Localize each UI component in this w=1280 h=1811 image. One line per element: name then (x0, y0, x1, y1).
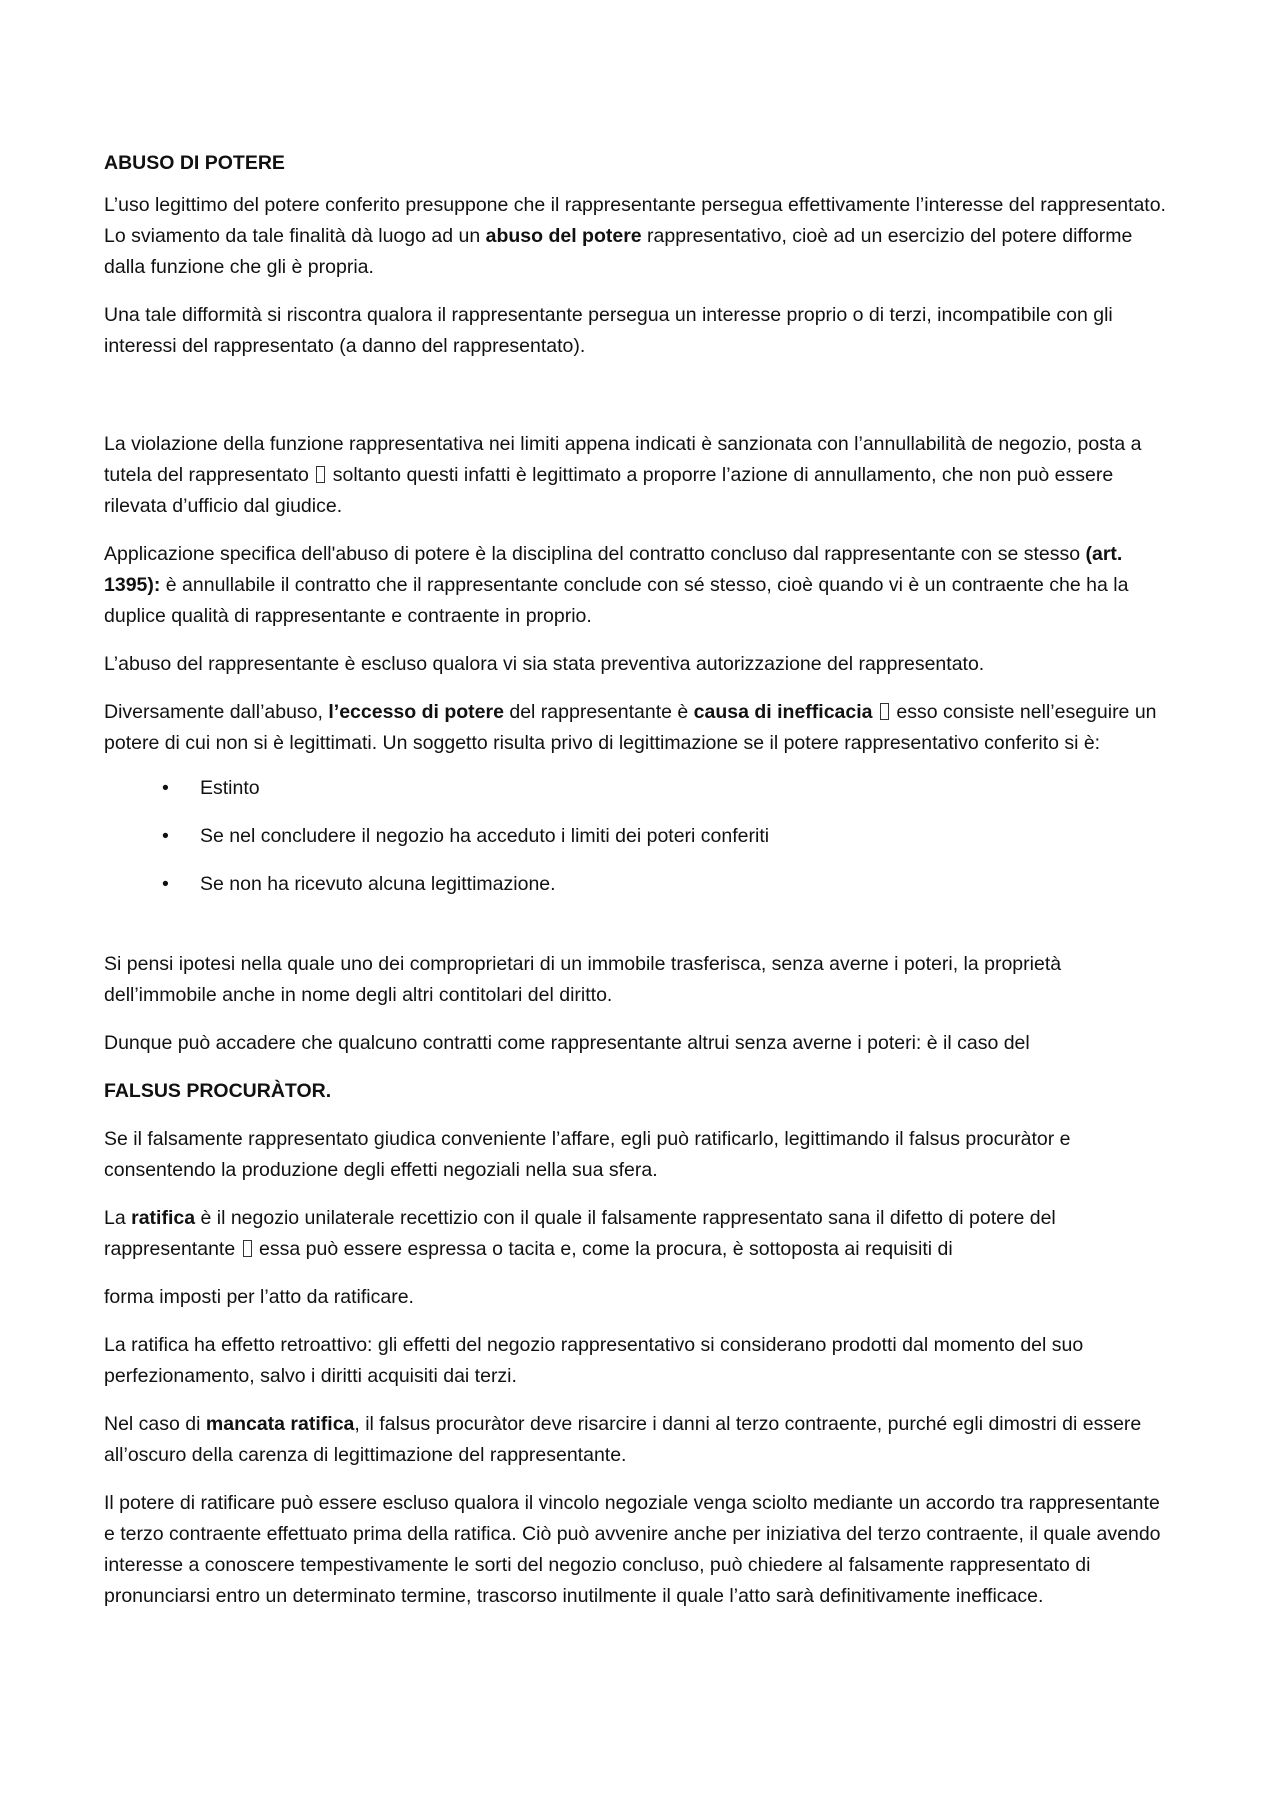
bullet-icon: • (162, 873, 169, 895)
spacer (104, 917, 1176, 949)
list-item: • Estinto (104, 773, 1176, 804)
arrow-glyph-icon (316, 466, 325, 483)
paragraph-eccesso-di-potere: Diversamente dall’abuso, l’eccesso di potere del rappresentante è causa di inefficacia esso consiste nell’eseguire un potere di cui non si è legittimati. Un soggetto risulta privo di legittimazione se il potere rappresentativo conferito si è: (104, 701, 1157, 754)
arrow-glyph-icon (243, 1240, 252, 1257)
bold-art-1395: (art. 1395): (104, 543, 1123, 596)
paragraph-ratifica: La ratifica è il negozio unilaterale recettizio con il quale il falsamente rappresentato sana il difetto di potere del rappresentante essa può essere espressa o tacita e, come la procura, è sottoposta ai requisiti di (104, 1207, 1056, 1260)
paragraph-retroattivo: La ratifica ha effetto retroattivo: gli effetti del negozio rappresentativo si considerano prodotti dal momento del suo perfezionamento, salvo i diritti acquisiti dai terzi. (104, 1334, 1084, 1387)
paragraph-autorizzazione: L’abuso del rappresentante è escluso qualora vi sia stata preventiva autorizzazione del rappresentato. (104, 653, 985, 675)
paragraph-violazione: La violazione della funzione rappresentativa nei limiti appena indicati è sanzionata con l’annullabilità de negozio, posta a tutela del rappresentato soltanto questi infatti è legittimato a proporre l’azione di annullamento, che non può essere rilevata d’ufficio dal giudice. (104, 433, 1142, 517)
spacer (104, 379, 1176, 429)
bold-causa-di-inefficacia: causa di inefficacia (693, 701, 873, 723)
bullet-list (104, 773, 1176, 900)
paragraph-art-1395: Applicazione specifica dell'abuso di potere è la disciplina del contratto concluso dal rappresentante con se stesso (art. 1395): è annullabile il contratto che il rappresentante conclude con sé stesso, cioè quando vi è un contraente che ha la duplice qualità di rappresentante e contraente in proprio. (104, 543, 1129, 627)
bold-mancata-ratifica: mancata ratifica (205, 1413, 355, 1435)
section-title: ABUSO DI POTERE (104, 152, 285, 174)
paragraph-comproprietari: Si pensi ipotesi nella quale uno dei comproprietari di un immobile trasferisca, senza averne i poteri, la proprietà dell’immobile anche in nome degli altri contitolari del diritto. (104, 953, 1062, 1006)
paragraph-forma: forma imposti per l’atto da ratificare. (104, 1286, 414, 1308)
bullet-icon: • (162, 825, 169, 847)
falsus-procurator-heading: FALSUS PROCURÀTOR. (104, 1080, 332, 1102)
bold-eccesso-di-potere: l’eccesso di potere (328, 701, 504, 723)
arrow-glyph-icon (880, 703, 889, 720)
bold-abuso-del-potere: abuso del potere (485, 225, 642, 247)
list-item: • Se non ha ricevuto alcuna legittimazione. (104, 869, 1176, 900)
paragraph-dunque: Dunque può accadere che qualcuno contratti come rappresentante altrui senza averne i poteri: è il caso del (104, 1032, 1030, 1054)
bold-ratifica: ratifica (131, 1207, 196, 1229)
paragraph-legitimate-use: L’uso legittimo del potere conferito presuppone che il rappresentante persegua effettivamente l’interesse del rappresentato. Lo sviamento da tale finalità dà luogo ad un abuso del potere rappresentativo, cioè ad un esercizio del potere difforme dalla funzione che gli è propria. (104, 194, 1166, 278)
paragraph-mancata-ratifica: Nel caso di mancata ratifica, il falsus procuràtor deve risarcire i danni al terzo contraente, purché egli dimostri di essere all’oscuro della carenza di legittimazione del rappresentante. (104, 1413, 1142, 1466)
bullet-icon: • (162, 777, 169, 799)
list-item: • Se nel concludere il negozio ha acceduto i limiti dei poteri conferiti (104, 821, 1176, 852)
paragraph-conveniente: Se il falsamente rappresentato giudica conveniente l’affare, egli può ratificarlo, legittimando il falsus procuràtor e consentendo la produzione degli effetti negoziali nella sua sfera. (104, 1128, 1071, 1181)
paragraph-potere-di-ratificare: Il potere di ratificare può essere escluso qualora il vincolo negoziale venga sciolto mediante un accordo tra rappresentante e terzo contraente effettuato prima della ratifica. Ciò può avvenire anche per iniziativa del terzo contraente, il quale avendo interesse a conoscere tempestivamente le sorti del negozio concluso, può chiedere al falsamente rappresentato di pronunciarsi entro un determinato termine, trascorso inutilmente il quale l’atto sarà definitivamente inefficace. (104, 1492, 1161, 1607)
paragraph-difformita: Una tale difformità si riscontra qualora il rappresentante persegua un interesse proprio o di terzi, incompatibile con gli interessi del rappresentato (a danno del rappresentato). (104, 304, 1113, 357)
